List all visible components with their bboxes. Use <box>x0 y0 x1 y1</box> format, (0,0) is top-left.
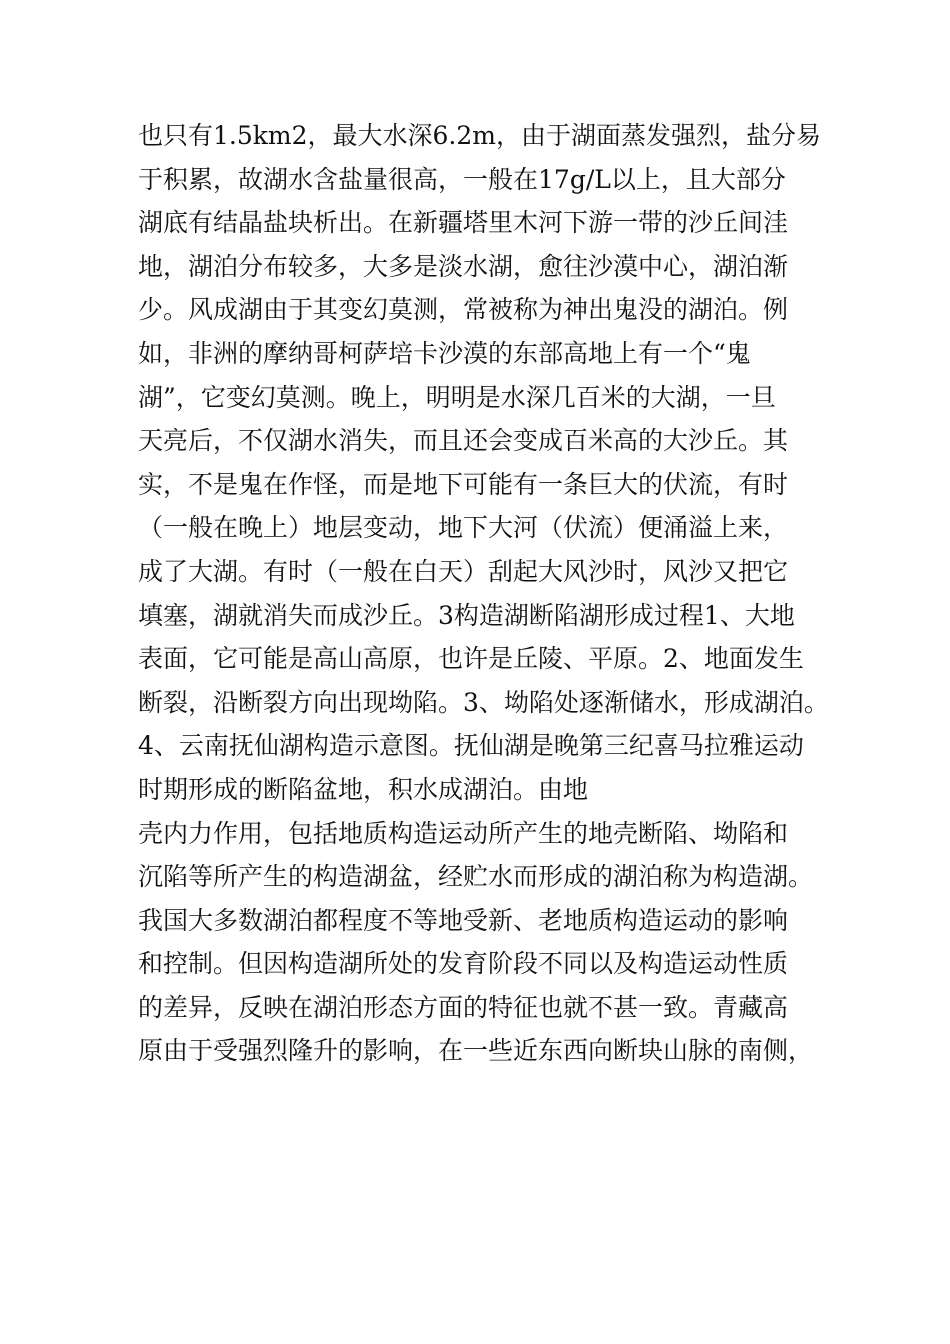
text-line: 于积累，故湖水含盐量很高，一般在17g/L以上，且大部分 <box>138 164 786 194</box>
text-line: （一般在晚上）地层变动，地下大河（伏流）便涌溢上来， <box>138 513 789 543</box>
text-line: 4、云南抚仙湖构造示意图。抚仙湖是晚第三纪喜马拉雅运动 <box>138 731 804 761</box>
text-line: 如，非洲的摩纳哥柯萨培卡沙漠的东部高地上有一个“鬼 <box>138 338 751 368</box>
text-line: 的差异，反映在湖泊形态方面的特征也就不甚一致。青藏高 <box>138 992 789 1022</box>
text-line: 少。风成湖由于其变幻莫测，常被称为神出鬼没的湖泊。例 <box>138 295 789 325</box>
text-line: 断裂，沿断裂方向出现坳陷。3、坳陷处逐渐储水，形成湖泊。 <box>138 687 829 717</box>
text-line: 我国大多数湖泊都程度不等地受新、老地质构造运动的影响 <box>138 905 789 935</box>
body-text <box>138 114 838 1073</box>
text-line: 实，不是鬼在作怪，而是地下可能有一条巨大的伏流，有时 <box>138 469 789 499</box>
text-line: 填塞，湖就消失而成沙丘。3构造湖断陷湖形成过程1、大地 <box>138 600 795 630</box>
text-line: 表面，它可能是高山高原，也许是丘陵、平原。2、地面发生 <box>138 644 804 674</box>
text-line: 天亮后，不仅湖水消失，而且还会变成百米高的大沙丘。其 <box>138 426 789 456</box>
text-line: 沉陷等所产生的构造湖盆，经贮水而形成的湖泊称为构造湖。 <box>138 862 814 892</box>
text-line: 地，湖泊分布较多，大多是淡水湖，愈往沙漠中心，湖泊渐 <box>138 251 789 281</box>
text-line: 原由于受强烈隆升的影响，在一些近东西向断块山脉的南侧， <box>138 1036 814 1066</box>
text-line: 湖”，它变幻莫测。晚上，明明是水深几百米的大湖，一旦 <box>138 382 776 412</box>
text-line: 也只有1.5km2，最大水深6.2m，由于湖面蒸发强烈，盐分易 <box>138 121 821 150</box>
text-line: 壳内力作用，包括地质构造运动所产生的地壳断陷、坳陷和 <box>138 818 789 848</box>
text-line: 成了大湖。有时（一般在白天）刮起大风沙时，风沙又把它 <box>138 556 789 586</box>
text-line: 和控制。但因构造湖所处的发育阶段不同以及构造运动性质 <box>138 949 789 979</box>
text-line: 时期形成的断陷盆地，积水成湖泊。由地 <box>138 774 589 804</box>
text-line: 湖底有结晶盐块析出。在新疆塔里木河下游一带的沙丘间洼 <box>138 208 789 238</box>
